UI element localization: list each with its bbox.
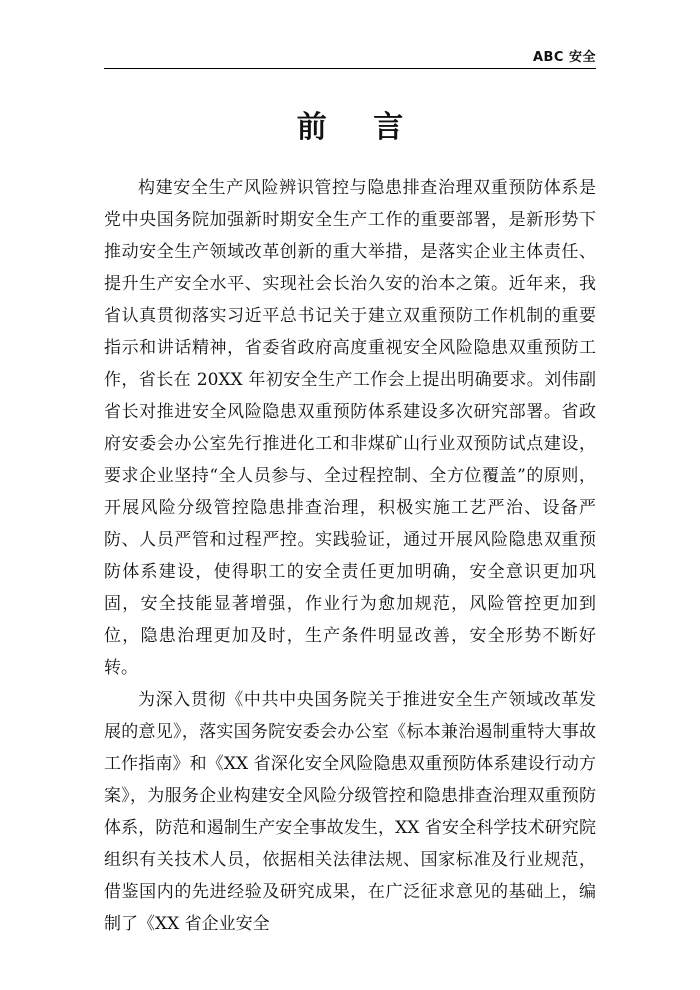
running-header-label: ABC 安全	[532, 50, 596, 65]
header-divider-line	[104, 68, 596, 69]
paragraph-2: 为深入贯彻《中共中央国务院关于推进安全生产领域改革发展的意见》，落实国务院安委会办公室《标本兼治遏制重特大事故工作指南》和《XX 省深化安全风险隐患双重预防体系建设行动方案》，为服务企业构建安全风险分级管控和隐患排查治理双重预防体系，防范和遏制生产安全事故发生，XX 省安全科学技术研究院组织有关技术人员，依据相关法律法规、国家标准及行业规范，借鉴国内的先进经验及研究成果，在广泛征求意见的基础上，编制了《XX 省企业安全	[104, 690, 596, 934]
document-body	[104, 172, 596, 940]
page-title: 前 言	[296, 110, 422, 145]
paragraph-1: 构建安全生产风险辨识管控与隐患排查治理双重预防体系是党中央国务院加强新时期安全生产工作的重要部署，是新形势下推动安全生产领域改革创新的重大举措，是落实企业主体责任、提升生产安全水平、实现社会长治久安的治本之策。近年来，我省认真贯彻落实习近平总书记关于建立双重预防工作机制的重要指示和讲话精神，省委省政府高度重视安全风险隐患双重预防工作，省长在 20XX 年初安全生产工作会上提出明确要求。刘伟副省长对推进安全风险隐患双重预防体系建设多次研究部署。省政府安委会办公室先行推进化工和非煤矿山行业双预防试点建设，要求企业坚持“全人员参与、全过程控制、全方位覆盖”的原则，开展风险分级管控隐患排查治理，积极实施工艺严治、设备严防、人员严管和过程严控。实践验证，通过开展风险隐患双重预防体系建设，使得职工的安全责任更加明确，安全意识更加巩固，安全技能显著增强，作业行为愈加规范，风险管控更加到位，隐患治理更加及时，生产条件明显改善，安全形势不断好转。	[104, 178, 596, 678]
